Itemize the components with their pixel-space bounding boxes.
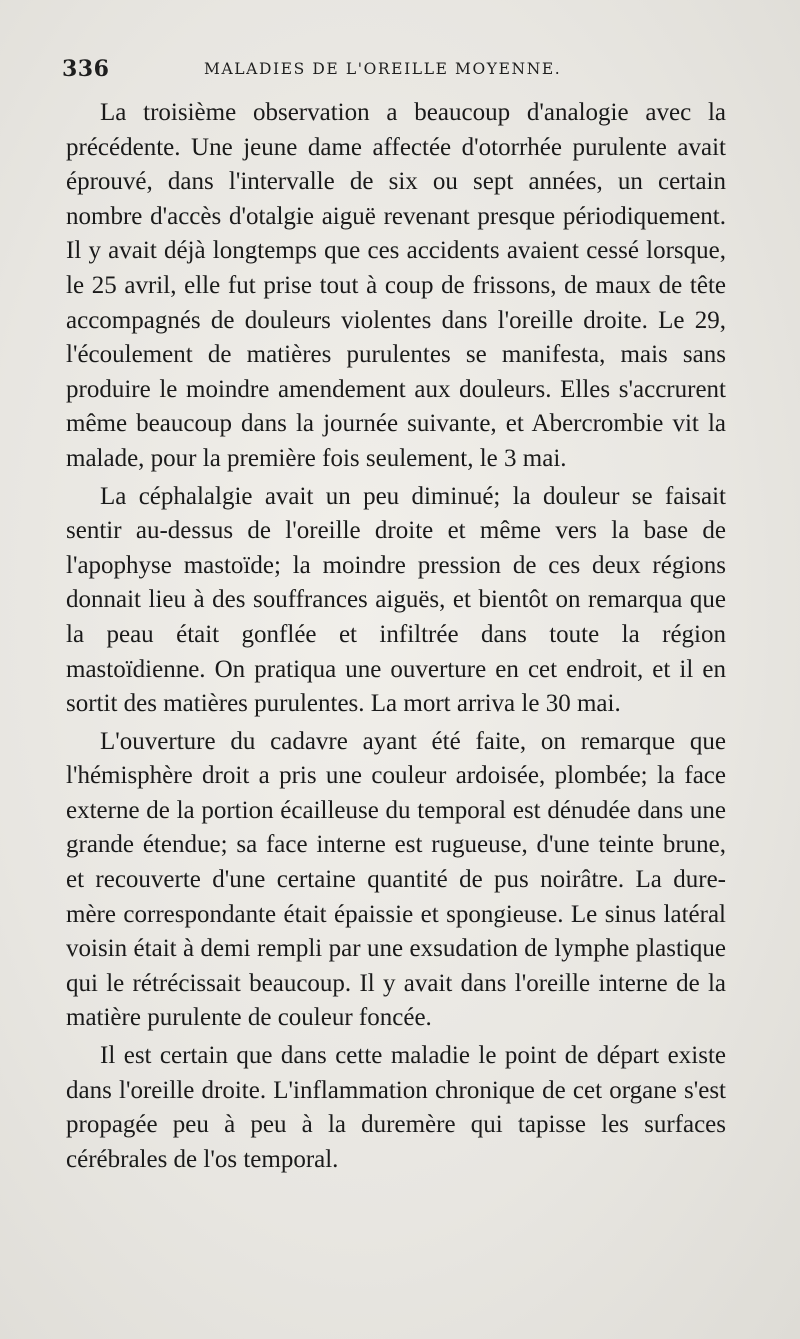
- page-header: [62, 56, 752, 86]
- paragraph-1: La troisième observation a beaucoup d'analogie avec la précédente. Une jeune dame affectée d'otorrhée purulente avait éprouvé, dans l'intervalle de six ou sept années, un certain nombre d'accès d'otalgie aiguë revenant presque périodiquement. Il y avait déjà longtemps que ces accidents avaient cessé lorsque, le 25 avril, elle fut prise tout à coup de frissons, de maux de tête accompagnés de douleurs violentes dans l'oreille droite. Le 29, l'écoulement de matières purulentes se manifesta, mais sans produire le moindre amendement aux douleurs. Elles s'accrurent même beaucoup dans la journée suivante, et Abercrombie vit la malade, pour la première fois seulement, le 3 mai.: [66, 99, 726, 472]
- page-number: 336: [62, 56, 110, 82]
- running-title: MALADIES DE L'OREILLE MOYENNE.: [204, 60, 562, 78]
- paragraph-4: Il est certain que dans cette maladie le point de départ existe dans l'oreille droite. L'inflammation chronique de cet organe s'est propagée peu à peu à la duremère qui tapisse les surfaces cérébrales de l'os temporal.: [66, 1042, 726, 1173]
- body-text: [66, 96, 726, 1180]
- paragraph-2: La céphalalgie avait un peu diminué; la douleur se faisait sentir au-dessus de l'oreille droite et même vers la base de l'apophyse mastoïde; la moindre pression de ces deux régions donnait lieu à des souffrances aiguës, et bientôt on remarqua que la peau était gonflée et infiltrée dans toute la région mastoïdienne. On pratiqua une ouverture en cet endroit, et il en sortit des matières purulentes. La mort arriva le 30 mai.: [66, 482, 726, 718]
- paragraph-3: L'ouverture du cadavre ayant été faite, on remarque que l'hémisphère droit a pris une couleur ardoisée, plombée; la face externe de la portion écailleuse du temporal est dénudée dans une grande étendue; sa face interne est rugueuse, d'une teinte brune, et recouverte d'une certaine quantité de pus noirâtre. La dure-mère correspondante était épaissie et spongieuse. Le sinus latéral voisin était à demi rempli par une exsudation de lymphe plastique qui le rétrécissait beaucoup. Il y avait dans l'oreille interne de la matière purulente de couleur foncée.: [66, 727, 726, 1032]
